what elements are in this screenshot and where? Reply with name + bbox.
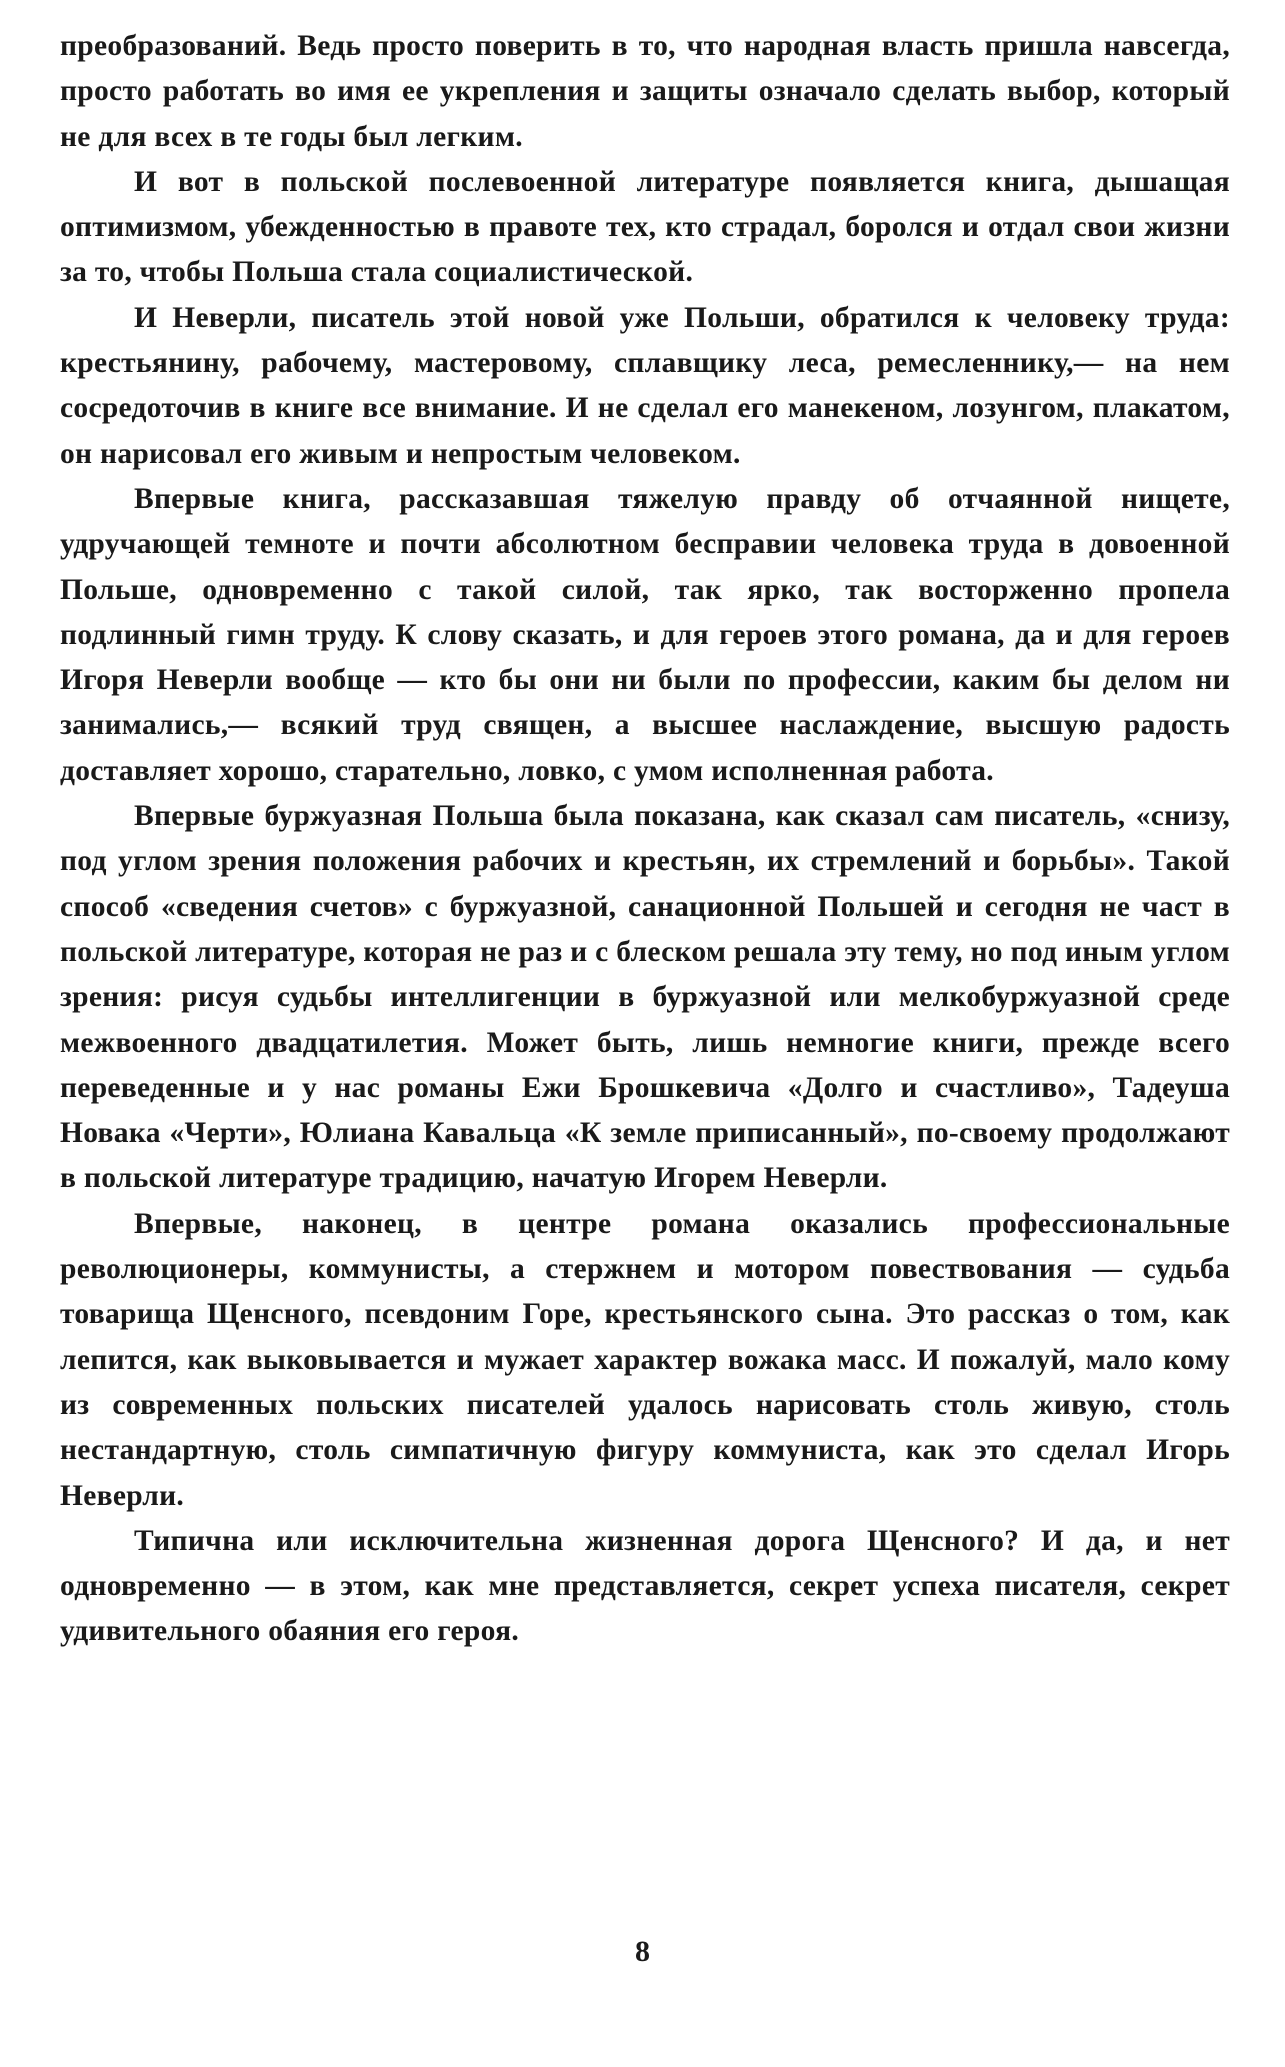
- paragraph: Типична или исключительна жизненная дорога Щенсного? И да, и нет одновременно — в этом, как мне представляется, секрет успеха писателя, секрет удивительного обаяния его героя.: [60, 1524, 1230, 1648]
- paragraph: Впервые, наконец, в центре романа оказались профессиональные революционеры, коммунисты, а стержнем и мотором повествования — судьба товарища Щенсного, псевдоним Горе, крестьянского сына. Это рассказ о том, как лепится, как выковывается и мужает характер вожака масс. И пожалуй, мало кому из современных польских писателей удалось нарисовать столь живую, столь нестандартную, столь симпатичную фигуру коммуниста, как это сделал Игорь Неверли.: [60, 1207, 1230, 1512]
- paragraph: Впервые буржуазная Польша была показана, как сказал сам писатель, «снизу, под углом зрения положения рабочих и крестьян, их стремлений и борьбы». Такой способ «сведения счетов» с буржуазной, санационной Польшей и сегодня не част в польской литературе, которая не раз и с блеском решала эту тему, но под иным углом зрения: рисуя судьбы интеллигенции в буржуазной или мелкобуржуазной среде межвоенного двадцатилетия. Может быть, лишь немногие книги, прежде всего переведенные и у нас романы Ежи Брошкевича «Долго и счастливо», Тадеуша Новака «Черти», Юлиана Кавальца «К земле приписанный», по-своему продолжают в польской литературе традицию, начатую Игорем Неверли.: [60, 800, 1230, 1195]
- paragraph: И вот в польской послевоенной литературе появляется книга, дышащая оптимизмом, убежденностью в правоте тех, кто страдал, боролся и отдал свои жизни за то, чтобы Польша стала социалистической.: [60, 165, 1230, 289]
- paragraph-continuation: преобразований. Ведь просто поверить в то, что народная власть пришла навсегда, просто работать во имя ее укрепления и защиты означало сделать выбор, который не для всех в те годы был легким.: [60, 30, 1230, 153]
- paragraph: Впервые книга, рассказавшая тяжелую правду об отчаянной нищете, удручающей темноте и почти абсолютном бесправии человека труда в довоенной Польше, одновременно с такой силой, так ярко, так восторженно пропела подлинный гимн труду. К слову сказать, и для героев этого романа, да и для героев Игоря Неверли вообще — кто бы они ни были по профессии, каким бы делом ни занимались,— всякий труд священ, а высшее наслаждение, высшую радость доставляет хорошо, старательно, ловко, с умом исполненная работа.: [60, 482, 1230, 787]
- page-number: 8: [635, 1935, 650, 1968]
- paragraph: И Неверли, писатель этой новой уже Польши, обратился к человеку труда: крестьянину, рабочему, мастеровому, сплавщику леса, ремесленнику,— на нем сосредоточив в книге все внимание. И не сделал его манекеном, лозунгом, плакатом, он нарисовал его живым и непростым человеком.: [60, 301, 1230, 470]
- document-body: [60, 24, 1230, 1655]
